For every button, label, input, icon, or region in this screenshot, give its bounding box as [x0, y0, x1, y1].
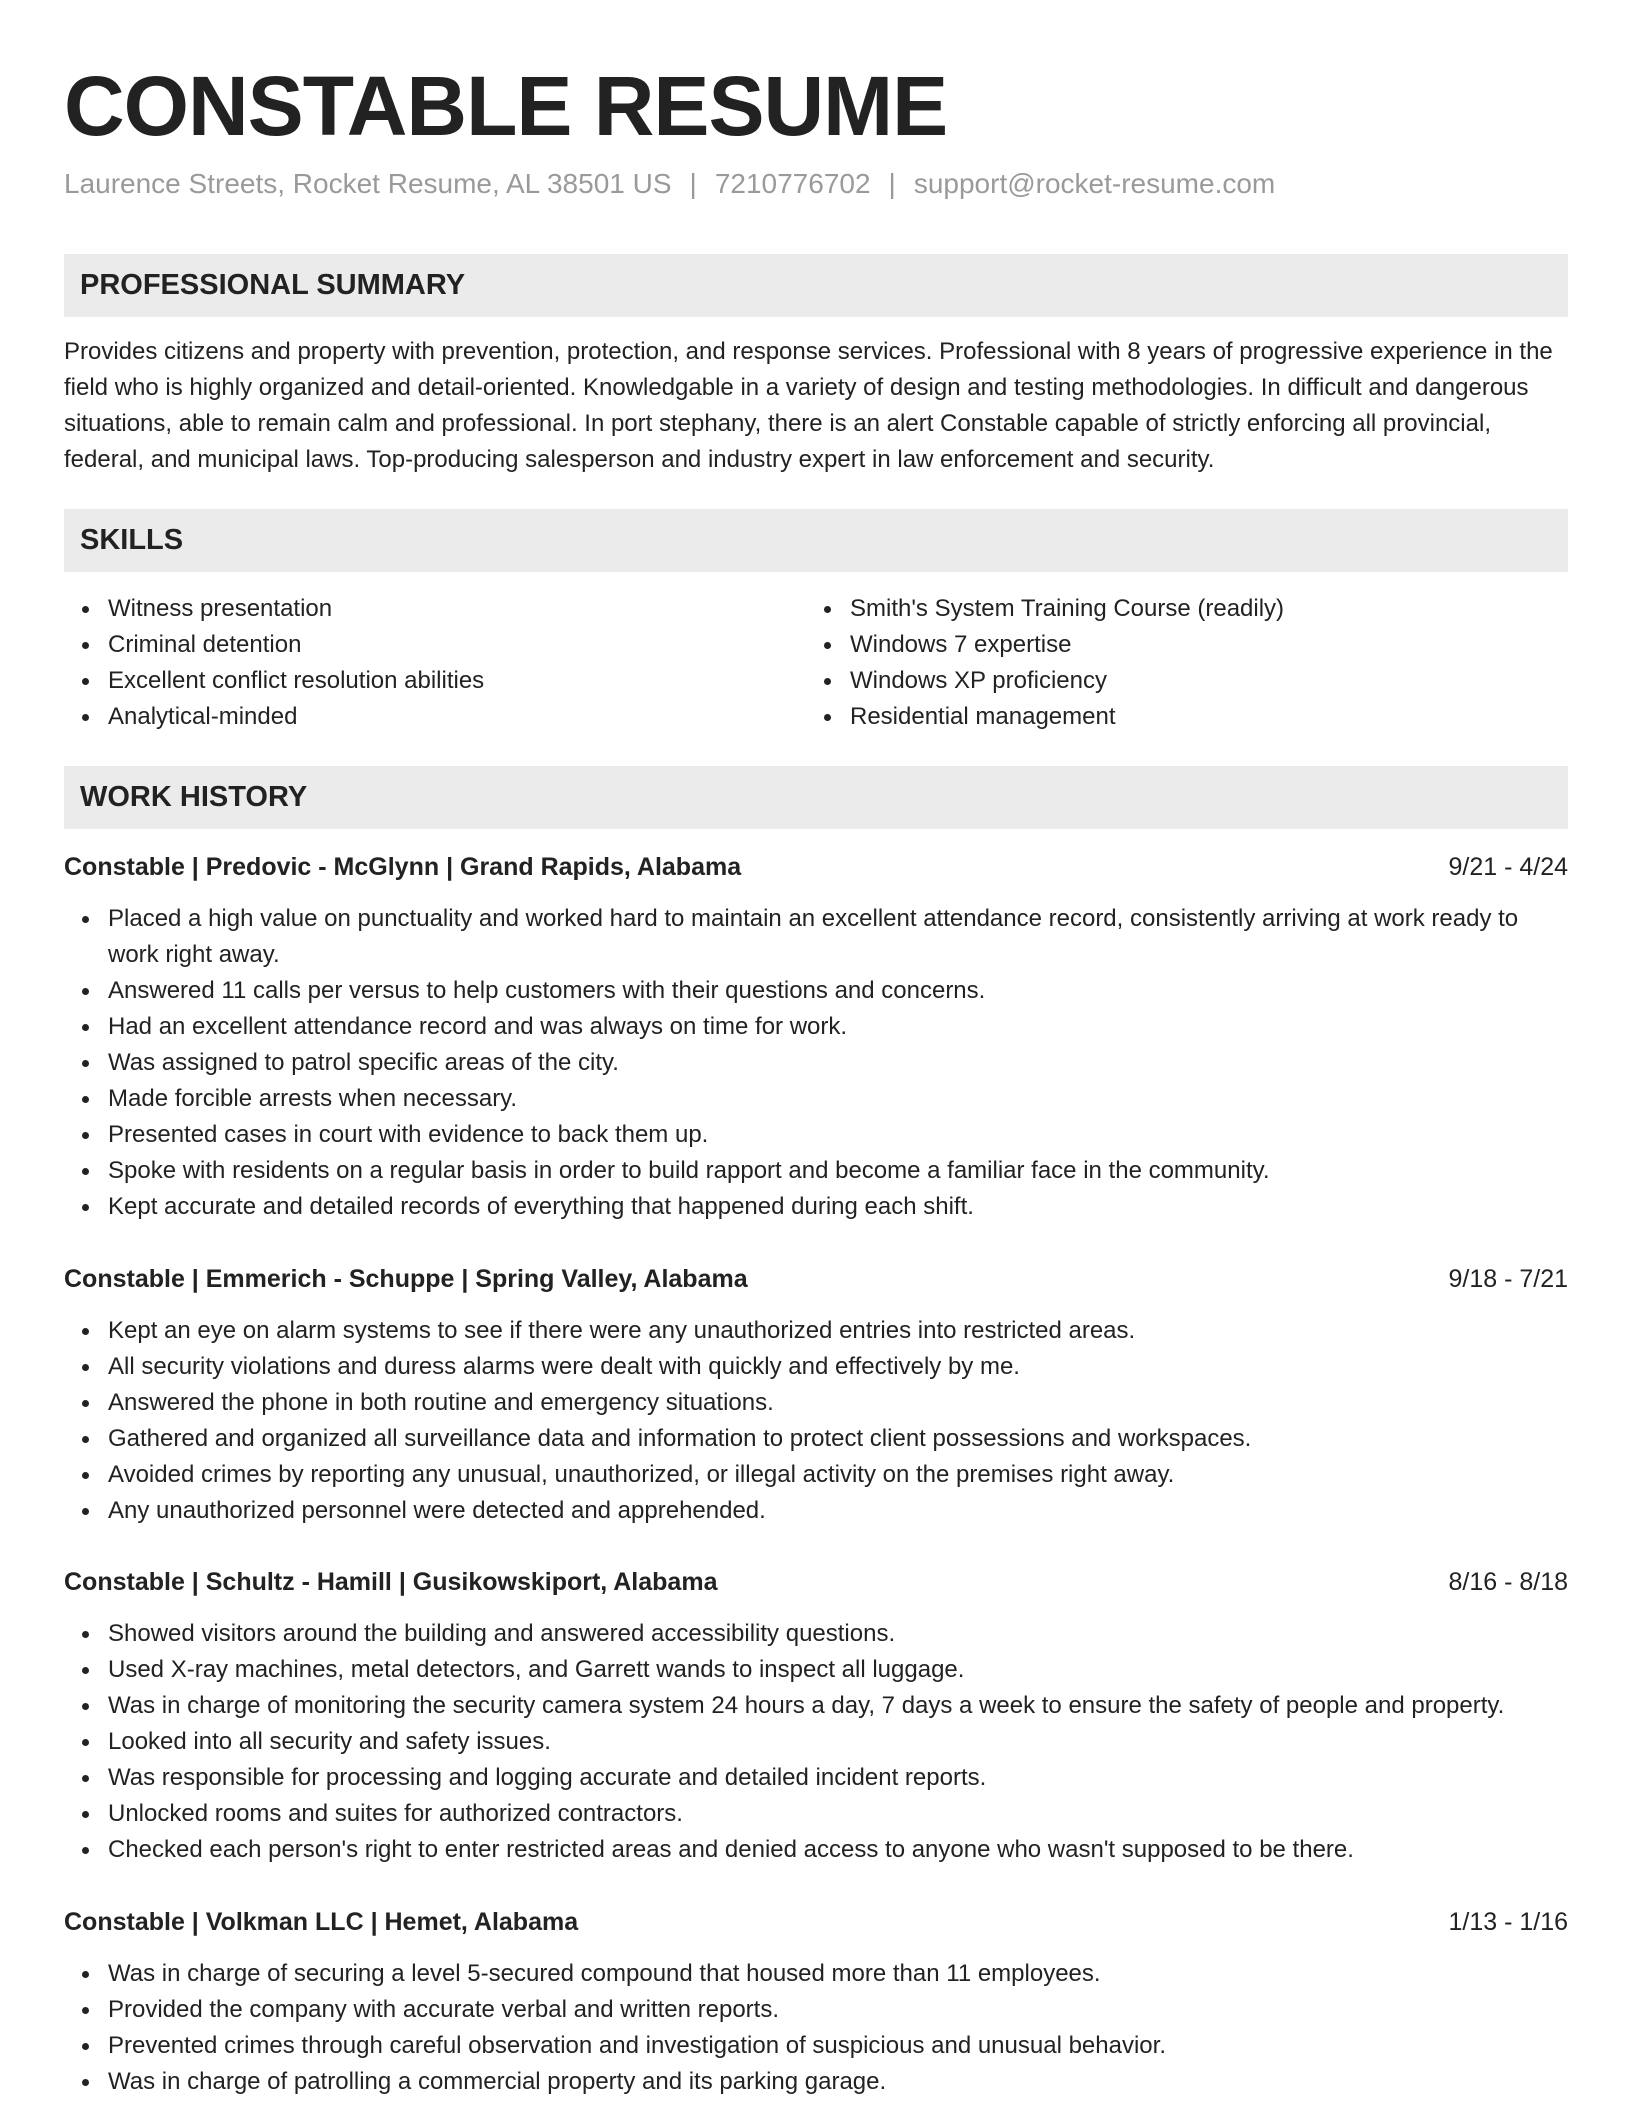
skills-heading: SKILLS — [64, 509, 1568, 572]
job-bullet: Prevented crimes through careful observation and investigation of suspicious and unusual behavior. — [64, 2028, 1568, 2064]
skill-item: Windows XP proficiency — [806, 663, 1284, 699]
job-bullet: Kept accurate and detailed records of everything that happened during each shift. — [64, 1189, 1568, 1225]
job-bullet: Answered the phone in both routine and emergency situations. — [64, 1385, 1568, 1421]
skill-item: Witness presentation — [64, 591, 484, 627]
job-bullet: All security violations and duress alarms were dealt with quickly and effectively by me. — [64, 1349, 1568, 1385]
job-bullet: Provided the company with accurate verbal and written reports. — [64, 1992, 1568, 2028]
job-bullets — [64, 1956, 1568, 2100]
job-bullet: Had an excellent attendance record and was always on time for work. — [64, 1009, 1568, 1045]
job-header — [64, 1261, 1568, 1297]
job-entry — [64, 1564, 1568, 1868]
job-bullet: Answered 11 calls per versus to help customers with their questions and concerns. — [64, 973, 1568, 1009]
job-bullets — [64, 901, 1568, 1225]
job-bullet: Kept an eye on alarm systems to see if there were any unauthorized entries into restricted areas. — [64, 1313, 1568, 1349]
skill-item: Smith's System Training Course (readily) — [806, 591, 1284, 627]
job-bullet: Was in charge of securing a level 5-secured compound that housed more than 11 employees. — [64, 1956, 1568, 1992]
job-bullet: Looked into all security and safety issues. — [64, 1724, 1568, 1760]
job-dates: 9/18 - 7/21 — [1448, 1265, 1568, 1293]
job-bullet: Was assigned to patrol specific areas of the city. — [64, 1045, 1568, 1081]
contact-line — [64, 166, 1275, 202]
job-title: Constable | Schultz - Hamill | Gusikowskiport, Alabama — [64, 1568, 718, 1596]
job-bullet: Was in charge of monitoring the security camera system 24 hours a day, 7 days a week to ensure the safety of people and property. — [64, 1688, 1568, 1724]
job-bullet: Spoke with residents on a regular basis in order to build rapport and become a familiar face in the community. — [64, 1153, 1568, 1189]
job-title: Constable | Emmerich - Schuppe | Spring Valley, Alabama — [64, 1265, 748, 1293]
skill-item: Residential management — [806, 699, 1284, 735]
skill-item: Windows 7 expertise — [806, 627, 1284, 663]
job-dates: 8/16 - 8/18 — [1448, 1568, 1568, 1596]
job-bullets — [64, 1616, 1568, 1868]
skills-column-right — [806, 591, 1284, 735]
skill-item: Criminal detention — [64, 627, 484, 663]
resume-title: CONSTABLE RESUME — [64, 59, 948, 153]
contact-separator: | — [689, 168, 697, 199]
job-bullet: Unlocked rooms and suites for authorized contractors. — [64, 1796, 1568, 1832]
job-bullet: Was in charge of patrolling a commercial property and its parking garage. — [64, 2064, 1568, 2100]
summary-text: Provides citizens and property with prevention, protection, and response services. Professional with 8 years of progressive experience in the field who is highly organized and detail-oriented. Knowledgable in a variety of design and testing methodologies. In difficult and dangerous situations, able to remain calm and professional. In port stephany, there is an alert Constable capable of strictly enforcing all provincial, federal, and municipal laws. Top-producing salesperson and industry expert in law enforcement and security. — [64, 338, 1553, 473]
job-title: Constable | Predovic - McGlynn | Grand Rapids, Alabama — [64, 853, 742, 881]
job-bullet: Gathered and organized all surveillance data and information to protect client possessions and workspaces. — [64, 1421, 1568, 1457]
job-bullet: Used X-ray machines, metal detectors, and Garrett wands to inspect all luggage. — [64, 1652, 1568, 1688]
job-bullet: Made forcible arrests when necessary. — [64, 1081, 1568, 1117]
contact-phone: 7210776702 — [714, 168, 871, 199]
job-bullet: Avoided crimes by reporting any unusual, unauthorized, or illegal activity on the premises right away. — [64, 1457, 1568, 1493]
contact-separator: | — [888, 168, 896, 199]
skill-item: Analytical-minded — [64, 699, 484, 735]
job-bullet: Checked each person's right to enter restricted areas and denied access to anyone who wasn't supposed to be there. — [64, 1832, 1568, 1868]
job-header — [64, 1904, 1568, 1940]
skills-column-left — [64, 591, 484, 735]
job-bullet: Presented cases in court with evidence to back them up. — [64, 1117, 1568, 1153]
job-bullets — [64, 1313, 1568, 1529]
job-bullet: Placed a high value on punctuality and worked hard to maintain an excellent attendance record, consistently arriving at work ready to work right away. — [64, 901, 1568, 973]
summary-heading: PROFESSIONAL SUMMARY — [64, 254, 1568, 317]
job-bullet: Was responsible for processing and logging accurate and detailed incident reports. — [64, 1760, 1568, 1796]
job-header — [64, 1564, 1568, 1600]
job-title: Constable | Volkman LLC | Hemet, Alabama — [64, 1908, 579, 1936]
job-bullet: Showed visitors around the building and answered accessibility questions. — [64, 1616, 1568, 1652]
job-header — [64, 849, 1568, 885]
work-history-heading: WORK HISTORY — [64, 766, 1568, 829]
job-entry — [64, 1904, 1568, 2100]
skill-item: Excellent conflict resolution abilities — [64, 663, 484, 699]
job-entry — [64, 1261, 1568, 1529]
job-entry — [64, 849, 1568, 1225]
job-dates: 1/13 - 1/16 — [1448, 1908, 1568, 1936]
job-bullet: Any unauthorized personnel were detected and apprehended. — [64, 1493, 1568, 1529]
contact-email: support@rocket-resume.com — [913, 168, 1276, 199]
contact-address: Laurence Streets, Rocket Resume, AL 38501 US — [64, 168, 672, 199]
job-dates: 9/21 - 4/24 — [1448, 853, 1568, 881]
